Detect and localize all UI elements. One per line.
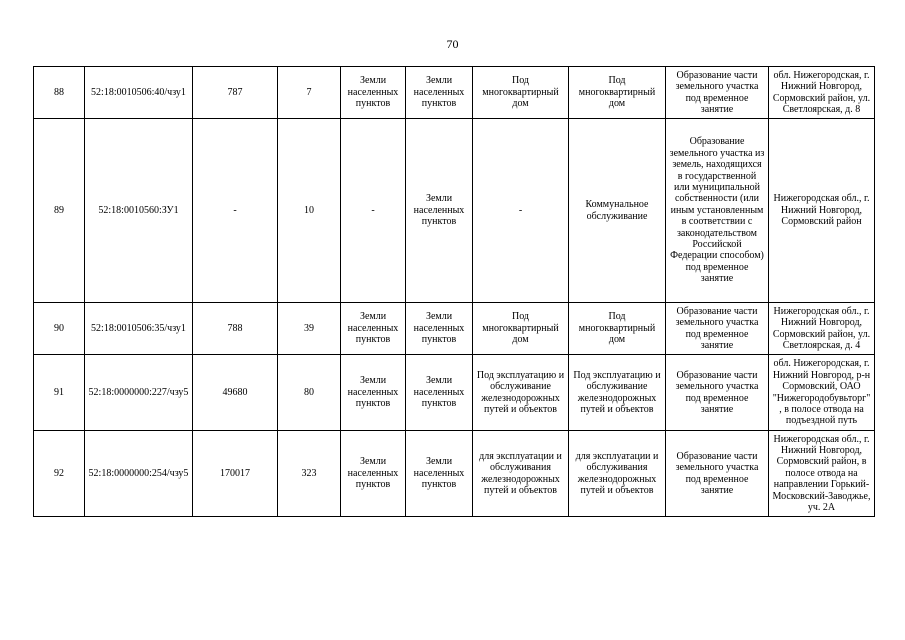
category-from: Земли населенных пунктов [341,431,406,517]
area-value: 49680 [193,355,278,431]
use-from: Под многоквартирный дом [473,303,569,355]
area-value: - [193,119,278,303]
purpose: Образование части земельного участка под временное занятие [666,431,769,517]
address: обл. Нижегородская, г. Нижний Новгород, р-н Сормовский, ОАО "Нижегородобувьторг", в полосе отвода на подъездной путь [769,355,875,431]
category-from: Земли населенных пунктов [341,67,406,119]
category-from: Земли населенных пунктов [341,355,406,431]
area-value: 787 [193,67,278,119]
address: Нижегородская обл., г. Нижний Новгород, Сормовский район, в полосе отвода на направлении Горький-Московский-Заводжье, уч. 2А [769,431,875,517]
row-number: 91 [34,355,85,431]
purpose: Образование земельного участка из земель, находящихся в государственной или муниципальной собственности (или иным установленным в соответствии с законодательством Российской Федерации способом) под временное занятие [666,119,769,303]
count-value: 7 [278,67,341,119]
category-from: - [341,119,406,303]
address: Нижегородская обл., г. Нижний Новгород, Сормовский район, ул. Светлоярская, д. 4 [769,303,875,355]
cadastral-number: 52:18:0000000:254/чзу5 [85,431,193,517]
category-to: Земли населенных пунктов [406,355,473,431]
cadastral-number: 52:18:0010560:ЗУ1 [85,119,193,303]
category-to: Земли населенных пунктов [406,119,473,303]
category-to: Земли населенных пунктов [406,431,473,517]
use-to: Под эксплуатацию и обслуживание железнодорожных путей и объектов [569,355,666,431]
address: Нижегородская обл., г. Нижний Новгород, Сормовский район [769,119,875,303]
row-number: 90 [34,303,85,355]
use-from: для эксплуатации и обслуживания железнодорожных путей и объектов [473,431,569,517]
area-value: 170017 [193,431,278,517]
row-number: 92 [34,431,85,517]
use-from: Под многоквартирный дом [473,67,569,119]
count-value: 10 [278,119,341,303]
table-row [34,119,875,303]
purpose: Образование части земельного участка под временное занятие [666,67,769,119]
cadastral-number: 52:18:0010506:40/чзу1 [85,67,193,119]
count-value: 39 [278,303,341,355]
use-to: Под многоквартирный дом [569,303,666,355]
use-to: Коммунальное обслуживание [569,119,666,303]
area-value: 788 [193,303,278,355]
count-value: 80 [278,355,341,431]
table-row [34,67,875,119]
cadastral-number: 52:18:0000000:227/чзу5 [85,355,193,431]
category-from: Земли населенных пунктов [341,303,406,355]
table-row [34,355,875,431]
category-to: Земли населенных пунктов [406,303,473,355]
count-value: 323 [278,431,341,517]
table-row [34,431,875,517]
category-to: Земли населенных пунктов [406,67,473,119]
cadastral-number: 52:18:0010506:35/чзу1 [85,303,193,355]
table-row [34,303,875,355]
land-registry-table [33,66,875,517]
use-from: - [473,119,569,303]
page-number: 70 [446,37,459,51]
purpose: Образование части земельного участка под временное занятие [666,303,769,355]
purpose: Образование части земельного участка под временное занятие [666,355,769,431]
use-from: Под эксплуатацию и обслуживание железнодорожных путей и объектов [473,355,569,431]
address: обл. Нижегородская, г. Нижний Новгород, Сормовский район, ул. Светлоярская, д. 8 [769,67,875,119]
row-number: 88 [34,67,85,119]
use-to: Под многоквартирный дом [569,67,666,119]
row-number: 89 [34,119,85,303]
use-to: для эксплуатации и обслуживания железнодорожных путей и объектов [569,431,666,517]
